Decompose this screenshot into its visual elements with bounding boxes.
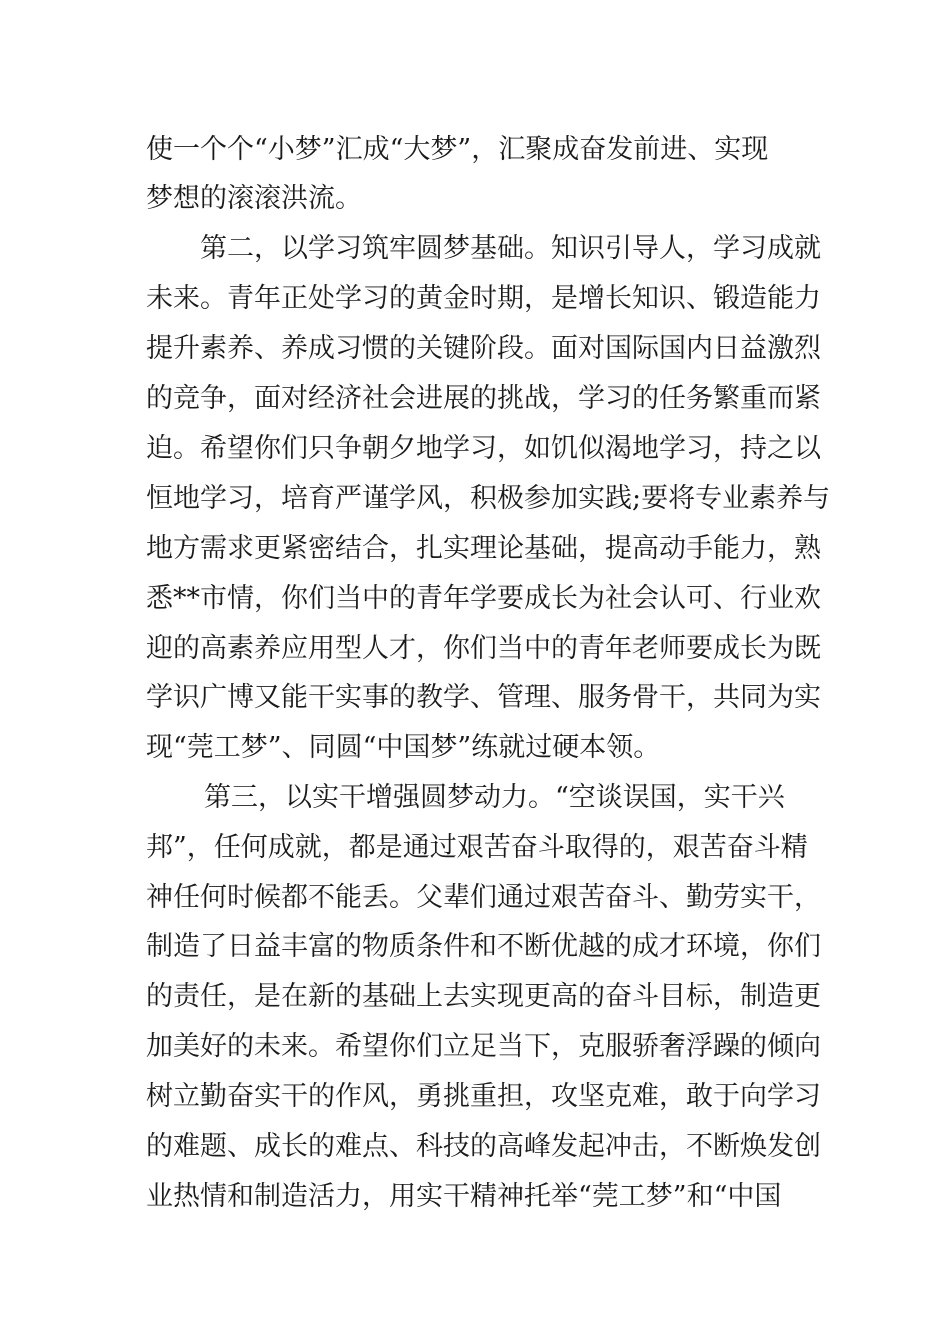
- text-line: 的难题、成长的难点、科技的高峰发起冲击，不断焕发创: [146, 1131, 821, 1162]
- text-line: 提升素养、养成习惯的关键阶段。面对国际国内日益激烈: [146, 333, 821, 364]
- text-line: 恒地学习，培育严谨学风，积极参加实践;要将专业素养与: [146, 483, 831, 514]
- text-line: 邦”，任何成就，都是通过艰苦奋斗取得的，艰苦奋斗精: [146, 832, 808, 863]
- text-line: 树立勤奋实干的作风，勇挑重担，攻坚克难，敢于向学习: [146, 1081, 821, 1112]
- text-line: 的责任，是在新的基础上去实现更高的奋斗目标，制造更: [146, 981, 821, 1012]
- text-line: 的竞争，面对经济社会进展的挑战，学习的任务繁重而紧: [146, 383, 821, 414]
- text-line: 地方需求更紧密结合，扎实理论基础，提高动手能力，熟: [146, 533, 821, 564]
- paragraph-start-line: 第三，以实干增强圆梦动力。“空谈误国，实干兴: [204, 782, 785, 813]
- text-line: 学识广博又能干实事的教学、管理、服务骨干，共同为实: [146, 682, 821, 713]
- paragraph-start-line: 第二，以学习筑牢圆梦基础。知识引导人，学习成就: [200, 233, 821, 264]
- text-line: 加美好的未来。希望你们立足当下，克服骄奢浮躁的倾向: [146, 1031, 821, 1062]
- text-line: 未来。青年正处学习的黄金时期，是增长知识、锻造能力: [146, 283, 821, 314]
- text-line: 悉**市情，你们当中的青年学要成长为社会认可、行业欢: [146, 583, 821, 614]
- text-line: 迎的高素养应用型人才，你们当中的青年老师要成长为既: [146, 633, 821, 664]
- text-line: 制造了日益丰富的物质条件和不断优越的成才环境，你们: [146, 931, 821, 962]
- text-line: 神任何时候都不能丢。父辈们通过艰苦奋斗、勤劳实干，: [146, 882, 821, 913]
- text-line: 业热情和制造活力，用实干精神托举“莞工梦”和“中国: [146, 1181, 782, 1212]
- text-line: 迫。希望你们只争朝夕地学习，如饥似渴地学习，持之以: [146, 433, 821, 464]
- text-line: 梦想的滚滚洪流。: [146, 183, 362, 214]
- text-line: 现“莞工梦”、同圆“中国梦”练就过硬本领。: [146, 732, 661, 763]
- text-line: 使一个个“小梦”汇成“大梦”，汇聚成奋发前进、实现: [146, 134, 769, 165]
